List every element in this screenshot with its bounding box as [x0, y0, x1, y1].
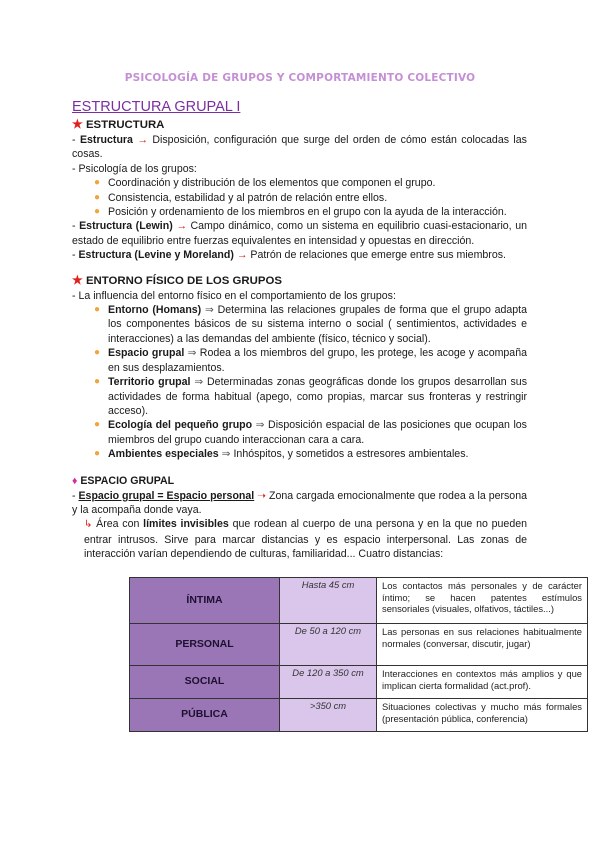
entorno-list	[72, 303, 527, 461]
double-arrow-icon: ⇒	[204, 304, 214, 317]
definition-text: Zona cargada emocionalmente que rodea a la persona y la acompaña donde vaya.	[72, 489, 527, 516]
list-item	[94, 176, 527, 190]
text: Área con	[92, 518, 144, 531]
double-arrow-icon: ⇒	[221, 448, 231, 461]
term: Entorno (Homans)	[108, 304, 202, 317]
subsection-estructura	[72, 117, 527, 133]
bullet-icon: ●	[94, 419, 101, 431]
list-item	[94, 375, 528, 418]
list-item-text: Inhóspitos, y sometidos a estresores ambientales.	[230, 448, 469, 461]
term: Ecología del pequeño grupo	[108, 419, 253, 432]
distance-description: Los contactos más personales y de carácter íntimo; se hacen patentes estímulos sensoriales (visuales, olfativos, táctiles...)	[377, 578, 588, 624]
document-body	[72, 98, 527, 562]
star-icon: ★	[72, 272, 83, 287]
double-arrow-icon: ⇒	[255, 419, 265, 432]
term: Estructura (Levine y Moreland)	[78, 249, 234, 262]
text: que rodean al cuerpo de una persona y en la que no pueden entrar intrusos. Sirve para marcar distancias y es espacio interpersonal. Las zonas de interacción varían dependiendo de culturas, familiaridad... Cuatro distancias:	[84, 518, 527, 561]
subsection-title: ESTRUCTURA	[85, 119, 165, 131]
bullet-icon: ●	[94, 304, 101, 316]
subsection-title: ESPACIO GRUPAL	[80, 474, 175, 487]
list-item-text: Rodea a los miembros del grupo, les protege, les acoge y acompaña en sus desplazamientos.	[108, 347, 527, 374]
star-icon: ★	[72, 117, 83, 131]
list-item	[94, 447, 527, 461]
distance-name: SOCIAL	[130, 666, 280, 699]
definition-levine: - Estructura (Levine y Moreland) → Patrón de relaciones que emerge entre sus miembros.	[72, 249, 506, 262]
table-row	[130, 578, 588, 624]
distance-name: PÚBLICA	[130, 699, 280, 732]
area-description	[72, 517, 527, 561]
term: Territorio grupal	[108, 376, 191, 389]
distance-range: De 50 a 120 cm	[280, 624, 377, 666]
definition-text: Disposición, configuración que surge del orden de cómo están colocadas las cosas.	[72, 134, 527, 161]
term: Espacio grupal = Espacio personal	[78, 489, 255, 502]
table-row	[130, 699, 588, 732]
arrow-icon: →	[137, 134, 148, 146]
diamond-icon: ♦	[72, 474, 78, 487]
list-item	[94, 346, 527, 375]
arrow-icon: →	[236, 249, 248, 262]
small-arrow-icon: ➝	[257, 489, 267, 502]
entorno-intro: - La influencia del entorno físico en el comportamiento de los grupos:	[72, 289, 396, 302]
bullet-icon: ●	[94, 347, 101, 359]
table-row	[130, 624, 588, 666]
definition-text: Campo dinámico, como un sistema en equilibrio cuasi-estacionario, un estado de equilibrio entre fuerzas equivalentes en intensidad y opuestas en dirección.	[72, 220, 527, 247]
bullet-icon: ●	[94, 448, 101, 460]
double-arrow-icon: ⇒	[187, 347, 197, 360]
list-item	[94, 418, 527, 447]
definition-lewin: - Estructura (Lewin) → Campo dinámico, como un sistema en equilibrio cuasi-estacionario, un estado de equilibrio entre fuerzas equivalentes en intensidad y opuestas en dirección.	[72, 220, 527, 247]
psychology-list	[72, 176, 527, 219]
list-item	[94, 303, 528, 346]
definition-espacio: - Espacio grupal = Espacio personal ➝ Zona cargada emocionalmente que rodea a la persona y la acompaña donde vaya.	[72, 489, 527, 516]
distance-description: Interacciones en contextos más amplios y que implican cierta formalidad (act.prof).	[377, 666, 588, 699]
psychology-intro: - Psicología de los grupos:	[72, 162, 197, 175]
subsection-entorno	[72, 273, 527, 289]
hook-arrow-icon: ↳	[84, 519, 93, 531]
term: Espacio grupal	[108, 347, 185, 360]
bullet-icon: ●	[94, 191, 101, 203]
distance-name: ÍNTIMA	[130, 578, 280, 624]
double-arrow-icon: ⇒	[194, 376, 204, 389]
distance-range: Hasta 45 cm	[280, 578, 377, 624]
bullet-icon: ●	[94, 177, 101, 189]
distances-table	[129, 577, 588, 732]
list-item-text: Consistencia, estabilidad y al patrón de relación entre ellos.	[108, 191, 388, 204]
list-item-text: Coordinación y distribución de los elementos que componen el grupo.	[108, 177, 436, 190]
arrow-icon: →	[176, 220, 187, 233]
subsection-espacio-grupal	[72, 474, 527, 489]
term: límites invisibles	[143, 518, 229, 531]
bullet-icon: ●	[94, 376, 101, 388]
list-item-text: Determinadas zonas geográficas donde los grupos desarrollan sus actividades de forma habitual (apego, como propias, marcar sus fronteras y restringir acceso).	[108, 376, 528, 417]
list-item-text: Posición y ordenamiento de los miembros en el grupo con la ayuda de la interacción.	[108, 206, 507, 219]
list-item	[94, 191, 527, 205]
bullet-icon: ●	[94, 206, 101, 218]
document-header: PSICOLOGÍA DE GRUPOS Y COMPORTAMIENTO COLECTIVO	[124, 72, 476, 84]
distance-range: >350 cm	[280, 699, 377, 732]
table-row	[130, 666, 588, 699]
term: Estructura (Lewin)	[79, 220, 173, 233]
list-item	[94, 205, 527, 219]
subsection-title: ENTORNO FÍSICO DE LOS GRUPOS	[85, 274, 282, 287]
distance-description: Situaciones colectivas y mucho más formales (presentación pública, conferencia)	[377, 699, 588, 732]
distance-description: Las personas en sus relaciones habitualmente normales (conversar, discutir, jugar)	[377, 624, 588, 666]
definition-text: Patrón de relaciones que emerge entre sus miembros.	[247, 249, 506, 262]
term: Ambientes especiales	[108, 448, 219, 461]
section-title: ESTRUCTURA GRUPAL I	[72, 99, 241, 115]
term: Estructura	[79, 134, 133, 146]
list-item-text: Disposición espacial de las posiciones que ocupan los miembros del grupo cuando interaccionan cara a cara.	[108, 419, 527, 446]
distance-range: De 120 a 350 cm	[280, 666, 377, 699]
definition-estructura: - Estructura → Disposición, configuración que surge del orden de cómo están colocadas las cosas.	[72, 134, 527, 161]
list-item-text: Determina las relaciones grupales de forma que el grupo adapta los componentes básicos de su sistema interno o social ( sentimientos, actividades e interacciones) a las demandas del ambiente (físico, técnico y social).	[108, 304, 528, 345]
distance-name: PERSONAL	[130, 624, 280, 666]
